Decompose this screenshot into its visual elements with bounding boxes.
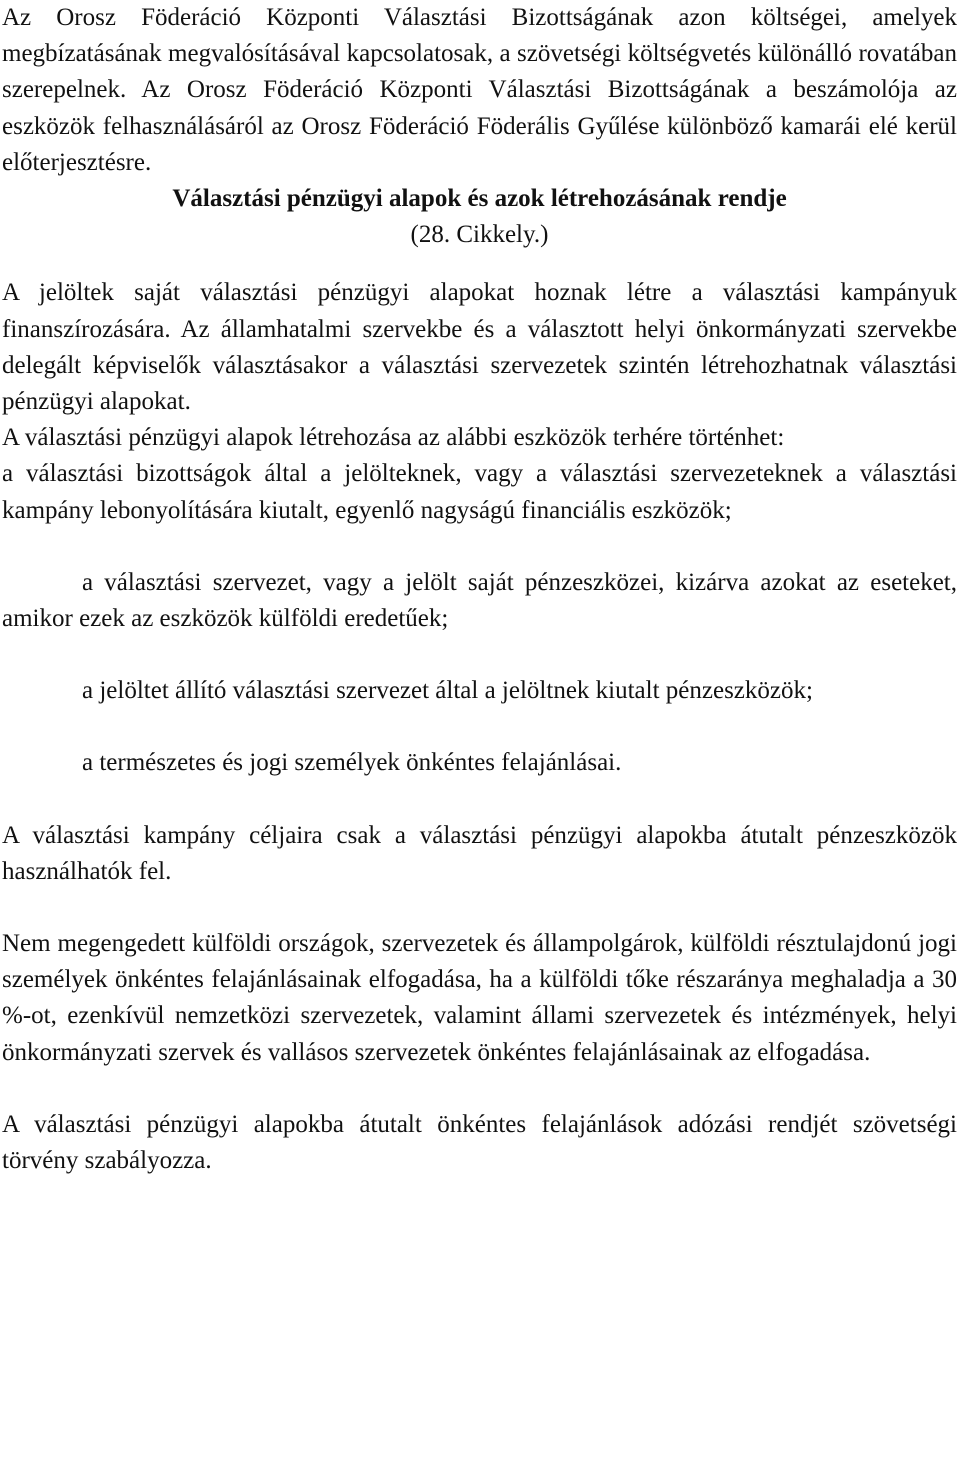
list-item: a természetes és jogi személyek önkéntes felajánlásai.	[82, 749, 622, 777]
section-title: Választási pénzügyi alapok és azok létrehozásának rendje	[172, 185, 787, 213]
paragraph-taxation: A választási pénzügyi alapokba átutalt önkéntes felajánlások adózási rendjét szövetségi törvény szabályozza.	[2, 1110, 957, 1175]
paragraph-funding-sources: A választási pénzügyi alapok létrehozása az alábbi eszközök terhére történhet:	[2, 424, 785, 452]
intro-paragraph: Az Orosz Föderáció Központi Választási Bizottságának azon költségei, amelyek megbízatásának megvalósításával kapcsolatosak, a szövetségi költségvetés különálló rovatában szerepelnek. Az Orosz Föderáció Központi Választási Bizottságának a beszámolója az eszközök felhasználásáról az Orosz Föderáció Föderális Gyűlése különböző kamarái elé kerül előterjesztésre.	[2, 4, 957, 176]
paragraph-campaign-use: A választási kampány céljaira csak a választási pénzügyi alapokba átutalt pénzeszközök használhatók fel.	[2, 821, 957, 885]
paragraph-foreign-restrictions: Nem megengedett külföldi országok, szervezetek és állampolgárok, külföldi résztulajdonú jogi személyek önkéntes felajánlásainak elfogadása, ha a külföldi tőke részaránya meghaladja a 30 %-ot, ezenkívül nemzetközi szervezetek, valamint állami szervezetek és intézmények, helyi önkormányzati szervek és vallásos szervezetek önkéntes felajánlásainak az elfogadása.	[2, 930, 957, 1066]
list-item: a választási szervezet, vagy a jelölt saját pénzeszközei, kizárva azokat az eseteket, amikor ezek az eszközök külföldi eredetűek;	[2, 568, 957, 633]
paragraph-candidates-funds: A jelöltek saját választási pénzügyi alapokat hoznak létre a választási kampányuk finanszírozására. Az államhatalmi szervekbe és a választott helyi önkormányzati szervekbe delegált képviselők választásakor a választási szervezetek szintén létrehozhatnak választási pénzügyi alapokat.	[2, 279, 957, 416]
document-page	[2, 0, 957, 1179]
section-reference: (28. Cikkely.)	[410, 221, 549, 249]
list-item: a jelöltet állító választási szervezet által a jelöltnek kiutalt pénzeszközök;	[82, 677, 813, 705]
paragraph-commission-funds: a választási bizottságok által a jelölteknek, vagy a választási szervezeteknek a választási kampány lebonyolítására kiutalt, egyenlő nagyságú financiális eszközök;	[2, 460, 957, 524]
